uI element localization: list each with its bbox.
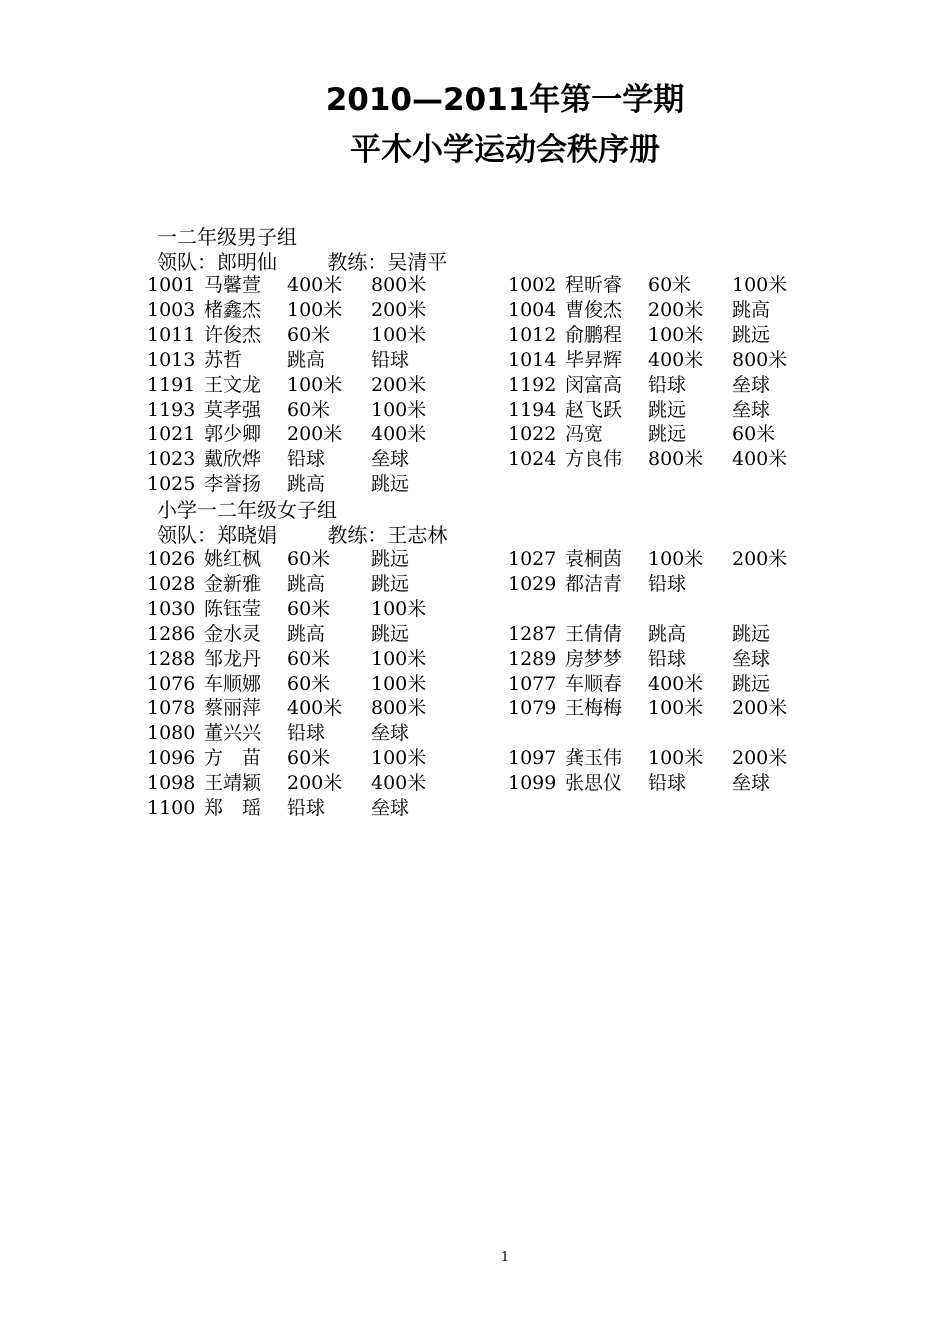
roster-entry	[147, 273, 477, 298]
event-2: 铅球	[371, 348, 410, 371]
event-2: 跳远	[371, 572, 410, 595]
roster-entry	[147, 447, 477, 472]
roster-entry	[147, 298, 477, 323]
event-1: 铅球	[287, 797, 326, 819]
event-2: 跳远	[371, 473, 410, 496]
athlete-name: 张思仪	[565, 772, 623, 795]
athlete-number: 1289	[508, 647, 557, 670]
athlete-number: 1191	[147, 373, 196, 396]
event-1: 铅球	[648, 572, 687, 595]
event-2: 200米	[732, 697, 788, 720]
roster-entry	[147, 696, 477, 721]
athlete-number: 1099	[508, 772, 557, 795]
event-1: 100米	[648, 747, 704, 770]
athlete-name: 方良伟	[565, 448, 623, 471]
athlete-name: 蔡丽萍	[204, 697, 262, 720]
athlete-name: 马馨萱	[204, 274, 262, 296]
page-number: 1	[500, 1250, 510, 1265]
athlete-name: 王靖颖	[204, 772, 262, 795]
roster-entry	[147, 672, 477, 697]
roster-entry	[508, 273, 838, 298]
event-1: 100米	[648, 323, 704, 346]
event-1: 400米	[648, 672, 704, 695]
event-2: 400米	[732, 448, 788, 471]
athlete-number: 1004	[508, 298, 557, 321]
athlete-name: 戴欣烨	[204, 448, 262, 471]
athlete-name: 楮鑫杰	[204, 298, 262, 321]
athlete-number: 1077	[508, 672, 557, 695]
athlete-name: 郭少卿	[204, 423, 262, 446]
athlete-name: 金新雅	[204, 572, 262, 595]
athlete-number: 1076	[147, 672, 196, 695]
roster-entry	[147, 373, 477, 398]
athlete-number: 1030	[147, 597, 196, 620]
event-1: 铅球	[648, 647, 687, 670]
roster-entry	[508, 547, 838, 572]
event-1: 200米	[287, 772, 343, 795]
document-title-line1: 2010—2011年第一学期	[325, 82, 685, 118]
athlete-name: 毕昇辉	[565, 348, 623, 371]
athlete-number: 1013	[147, 348, 196, 371]
athlete-name: 程昕睿	[565, 274, 623, 296]
event-2: 100米	[371, 323, 427, 346]
event-1: 60米	[287, 597, 331, 620]
event-2: 800米	[371, 697, 427, 720]
roster-entry	[147, 597, 477, 622]
athlete-name: 邹龙丹	[204, 647, 262, 670]
roster-entry	[508, 373, 838, 398]
event-1: 400米	[287, 274, 343, 296]
roster-entry	[508, 298, 838, 323]
boys-coach: 教练：吴清平	[327, 250, 448, 274]
roster-entry	[508, 672, 838, 697]
athlete-number: 1003	[147, 298, 196, 321]
athlete-number: 1286	[147, 622, 196, 645]
roster-entry	[147, 348, 477, 373]
girls-staff-line	[157, 523, 447, 548]
athlete-name: 董兴兴	[204, 722, 262, 745]
athlete-number: 1012	[508, 323, 557, 346]
roster-entry	[147, 323, 477, 348]
athlete-number: 1023	[147, 448, 196, 471]
event-2: 100米	[371, 747, 427, 770]
event-1: 100米	[287, 298, 343, 321]
athlete-number: 1098	[147, 772, 196, 795]
athlete-name: 王文龙	[204, 373, 262, 396]
athlete-name: 王倩倩	[565, 622, 623, 645]
roster-entry	[508, 447, 838, 472]
event-1: 200米	[287, 423, 343, 446]
event-1: 跳高	[287, 348, 326, 371]
roster-entry	[147, 398, 477, 423]
athlete-name: 郑 瑶	[204, 797, 262, 819]
event-1: 60米	[287, 647, 331, 670]
roster-entry	[147, 771, 477, 796]
event-2: 跳远	[371, 548, 410, 570]
athlete-name: 闵富高	[565, 373, 623, 396]
roster-entry	[147, 622, 477, 647]
athlete-number: 1028	[147, 572, 196, 595]
athlete-name: 车顺春	[565, 672, 623, 695]
athlete-number: 1002	[508, 274, 557, 296]
event-1: 铅球	[287, 722, 326, 745]
event-1: 铅球	[287, 448, 326, 471]
event-2: 垒球	[732, 772, 771, 795]
athlete-number: 1021	[147, 423, 196, 446]
boys-section-heading: 一二年级男子组	[157, 225, 297, 249]
girls-leader: 领队：郑晓娟	[157, 523, 277, 547]
roster-entry	[147, 422, 477, 447]
athlete-number: 1026	[147, 548, 196, 570]
athlete-name: 冯宽	[565, 423, 604, 446]
event-1: 跳高	[287, 473, 326, 496]
event-2: 垒球	[732, 647, 771, 670]
roster-entry	[147, 721, 477, 746]
athlete-number: 1100	[147, 797, 196, 819]
event-2: 100米	[371, 672, 427, 695]
athlete-name: 房梦梦	[565, 647, 623, 670]
event-1: 400米	[287, 697, 343, 720]
athlete-number: 1014	[508, 348, 557, 371]
event-1: 跳远	[648, 423, 687, 446]
athlete-name: 姚红枫	[204, 548, 262, 570]
event-2: 100米	[732, 274, 788, 296]
event-1: 60米	[287, 548, 331, 570]
athlete-number: 1011	[147, 323, 196, 346]
athlete-name: 都洁青	[565, 572, 623, 595]
event-2: 垒球	[732, 373, 771, 396]
event-2: 400米	[371, 772, 427, 795]
event-2: 200米	[732, 548, 788, 570]
event-2: 200米	[371, 373, 427, 396]
event-2: 200米	[371, 298, 427, 321]
athlete-number: 1193	[147, 398, 196, 421]
athlete-number: 1027	[508, 548, 557, 570]
event-1: 800米	[648, 448, 704, 471]
event-2: 100米	[371, 398, 427, 421]
athlete-number: 1079	[508, 697, 557, 720]
event-2: 垒球	[371, 797, 410, 819]
roster-entry	[508, 647, 838, 672]
athlete-name: 许俊杰	[204, 323, 262, 346]
event-2: 800米	[732, 348, 788, 371]
event-1: 100米	[648, 697, 704, 720]
event-1: 60米	[648, 274, 692, 296]
event-2: 垒球	[371, 448, 410, 471]
event-1: 100米	[287, 373, 343, 396]
event-1: 跳高	[648, 622, 687, 645]
roster-entry	[147, 472, 477, 497]
event-2: 200米	[732, 747, 788, 770]
event-1: 100米	[648, 548, 704, 570]
athlete-name: 方 苗	[204, 747, 262, 770]
roster-entry	[147, 746, 477, 771]
event-1: 60米	[287, 323, 331, 346]
athlete-number: 1024	[508, 448, 557, 471]
athlete-number: 1029	[508, 572, 557, 595]
event-1: 400米	[648, 348, 704, 371]
event-2: 跳远	[732, 622, 771, 645]
roster-entry	[147, 647, 477, 672]
event-2: 800米	[371, 274, 427, 296]
athlete-number: 1287	[508, 622, 557, 645]
athlete-name: 莫孝强	[204, 398, 262, 421]
athlete-name: 李誉扬	[204, 473, 262, 496]
event-2: 跳高	[732, 298, 771, 321]
boys-staff-line	[157, 250, 447, 275]
athlete-number: 1080	[147, 722, 196, 745]
athlete-number: 1022	[508, 423, 557, 446]
athlete-name: 苏哲	[204, 348, 243, 371]
athlete-name: 曹俊杰	[565, 298, 623, 321]
event-1: 60米	[287, 398, 331, 421]
athlete-number: 1001	[147, 274, 196, 296]
athlete-number: 1194	[508, 398, 557, 421]
boys-leader: 领队：郎明仙	[157, 250, 277, 274]
athlete-number: 1025	[147, 473, 196, 496]
event-1: 铅球	[648, 772, 687, 795]
event-2: 跳远	[371, 622, 410, 645]
event-2: 100米	[371, 647, 427, 670]
event-2: 垒球	[732, 398, 771, 421]
event-2: 垒球	[371, 722, 410, 745]
athlete-number: 1078	[147, 697, 196, 720]
event-1: 铅球	[648, 373, 687, 396]
athlete-name: 王梅梅	[565, 697, 623, 720]
event-1: 跳高	[287, 622, 326, 645]
roster-entry	[147, 547, 477, 572]
athlete-name: 俞鹏程	[565, 323, 623, 346]
event-1: 60米	[287, 672, 331, 695]
event-1: 200米	[648, 298, 704, 321]
athlete-number: 1288	[147, 647, 196, 670]
roster-entry	[147, 796, 477, 821]
roster-entry	[508, 323, 838, 348]
event-2: 60米	[732, 423, 776, 446]
event-2: 100米	[371, 597, 427, 620]
event-2: 跳远	[732, 672, 771, 695]
roster-entry	[508, 398, 838, 423]
athlete-number: 1097	[508, 747, 557, 770]
athlete-number: 1096	[147, 747, 196, 770]
roster-entry	[508, 746, 838, 771]
girls-section-heading: 小学一二年级女子组	[157, 498, 337, 522]
event-2: 跳远	[732, 323, 771, 346]
roster-entry	[508, 572, 838, 597]
athlete-name: 陈钰莹	[204, 597, 262, 620]
athlete-name: 车顺娜	[204, 672, 262, 695]
athlete-name: 金水灵	[204, 622, 262, 645]
roster-entry	[508, 622, 838, 647]
roster-entry	[147, 572, 477, 597]
roster-entry	[508, 696, 838, 721]
roster-entry	[508, 771, 838, 796]
event-2: 400米	[371, 423, 427, 446]
athlete-name: 赵飞跃	[565, 398, 623, 421]
event-1: 跳高	[287, 572, 326, 595]
document-title-line2: 平木小学运动会秩序册	[350, 132, 660, 168]
athlete-number: 1192	[508, 373, 557, 396]
athlete-name: 袁桐茵	[565, 548, 623, 570]
roster-entry	[508, 422, 838, 447]
event-1: 跳远	[648, 398, 687, 421]
roster-entry	[508, 348, 838, 373]
athlete-name: 龚玉伟	[565, 747, 623, 770]
girls-coach: 教练：王志林	[327, 523, 448, 547]
event-1: 60米	[287, 747, 331, 770]
